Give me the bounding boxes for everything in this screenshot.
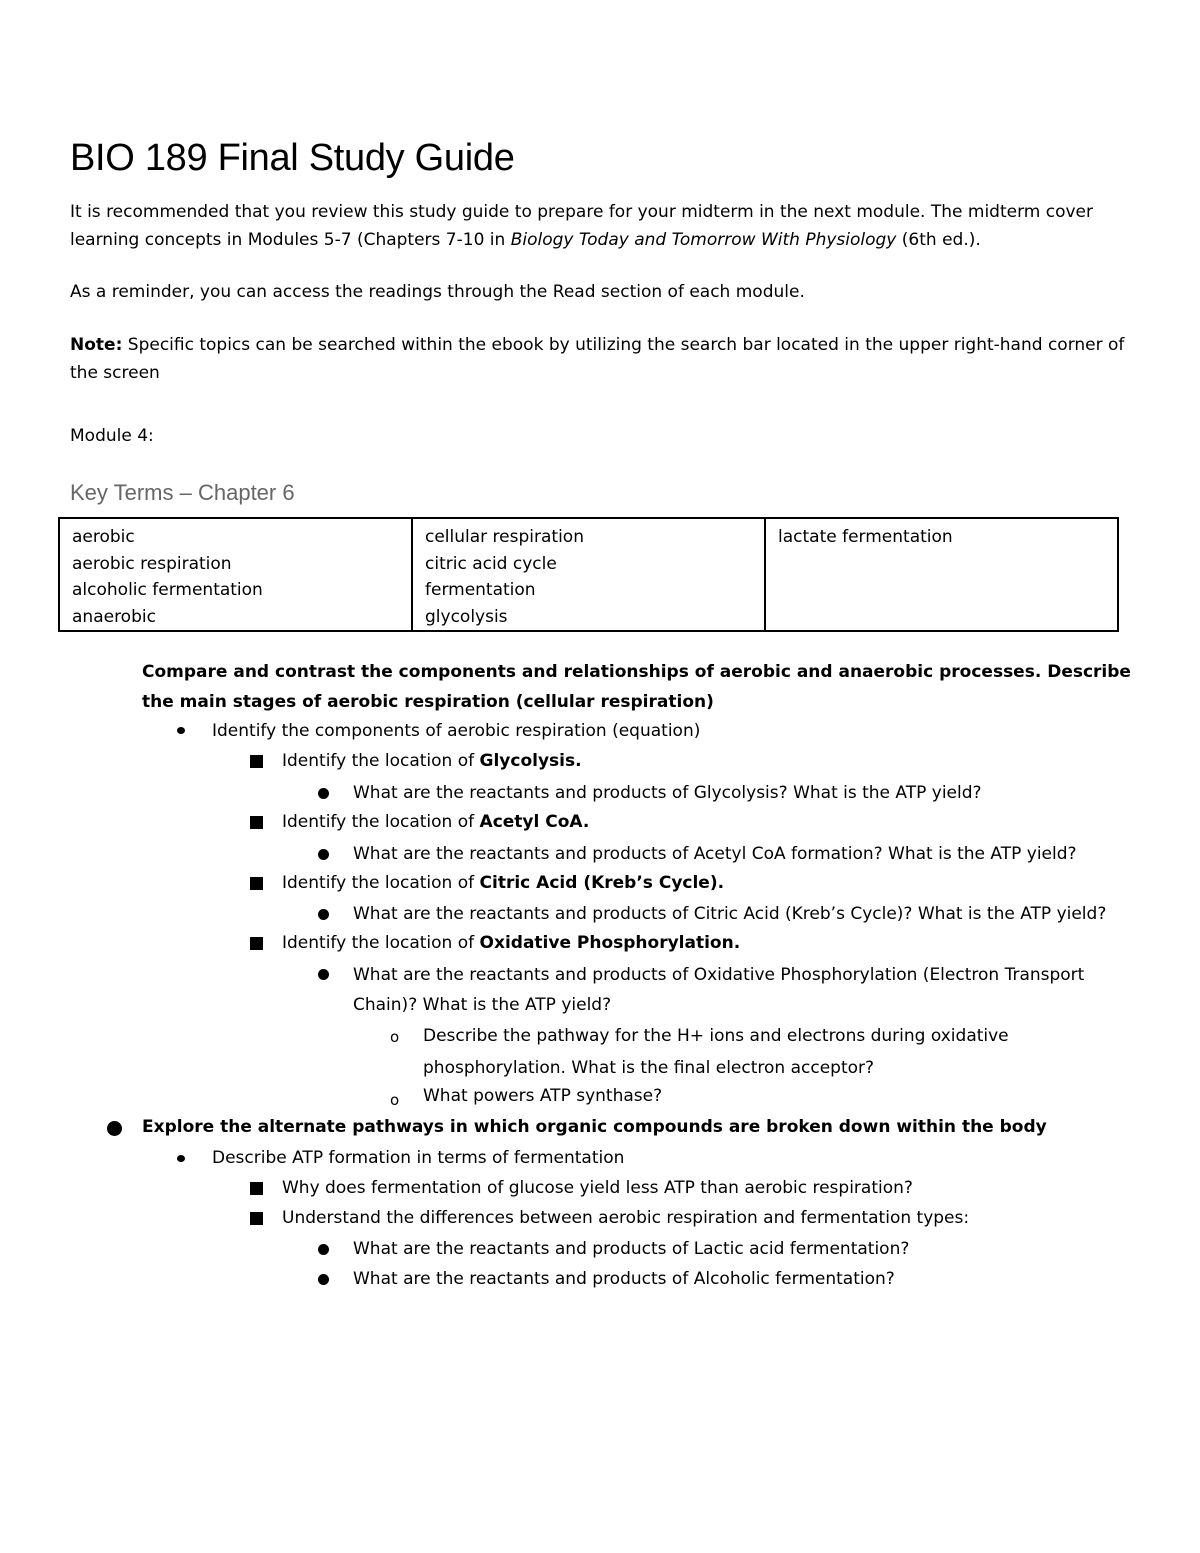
- question-lactic-fermentation: What are the reactants and products of Lactic acid fermentation?: [353, 1239, 910, 1259]
- term: glycolysis: [425, 606, 508, 627]
- bullet-dot-icon: [177, 727, 185, 734]
- page-title: BIO 189 Final Study Guide: [70, 137, 515, 179]
- bullet-circle-icon: o: [390, 1028, 400, 1046]
- bullet-dot-icon: [318, 909, 329, 920]
- outline-item-oxidative-phosphorylation: Identify the location of Oxidative Phosphorylation.: [282, 933, 741, 953]
- question-oxidative-phosphorylation: What are the reactants and products of Oxidative Phosphorylation (Electron Transport Chain)? What is the ATP yield?: [353, 965, 1085, 1015]
- term: anaerobic: [72, 606, 156, 627]
- outline-item-glycolysis: Identify the location of Glycolysis.: [282, 751, 582, 771]
- intro-text-2: (6th ed.).: [896, 230, 981, 250]
- outline-item-acetyl-coa: Identify the location of Acetyl CoA.: [282, 812, 590, 832]
- term: cellular respiration: [425, 527, 584, 547]
- question-alcoholic-fermentation: What are the reactants and products of Alcoholic fermentation?: [353, 1269, 895, 1289]
- intro-text-1: It is recommended that you review this study guide to prepare for your midterm in the next module. The midterm cover learning concepts in Modules 5-7 (Chapters 7-10 in: [70, 202, 1093, 250]
- bullet-circle-icon: o: [390, 1091, 400, 1109]
- bullet-dot-icon: [107, 1121, 122, 1136]
- bullet-dot-icon: [318, 1274, 329, 1285]
- bullet-square-icon: [250, 1212, 263, 1225]
- bullet-dot-icon: [318, 849, 329, 860]
- question-acetyl-coa: What are the reactants and products of Acetyl CoA formation? What is the ATP yield?: [353, 844, 1077, 864]
- objective-2: Explore the alternate pathways in which organic compounds are broken down within the body: [142, 1117, 1047, 1137]
- book-title: Biology Today and Tomorrow With Physiology: [510, 230, 897, 250]
- outline-item-citric-acid: Identify the location of Citric Acid (Kreb’s Cycle).: [282, 873, 725, 893]
- question-citric-acid: What are the reactants and products of Citric Acid (Kreb’s Cycle)? What is the ATP yield?: [353, 904, 1107, 924]
- question-atp-synthase: What powers ATP synthase?: [423, 1086, 663, 1106]
- bullet-dot-icon: [318, 969, 329, 980]
- term: alcoholic fermentation: [72, 580, 263, 600]
- question-less-atp: Why does fermentation of glucose yield less ATP than aerobic respiration?: [282, 1178, 913, 1198]
- bullet-square-icon: [250, 937, 263, 950]
- objective-1: Compare and contrast the components and relationships of aerobic and anaerobic processes. Describe the main stages of aerobic respiration (cellular respiration): [142, 662, 1131, 712]
- key-terms-table: [58, 517, 1119, 632]
- key-terms-column-1: [59, 518, 412, 631]
- key-terms-heading: Key Terms – Chapter 6: [70, 480, 295, 505]
- key-terms-column-3: [765, 518, 1118, 631]
- bullet-dot-icon: [177, 1155, 185, 1162]
- note-paragraph: [70, 331, 1130, 387]
- term: aerobic respiration: [72, 553, 232, 574]
- outline-item-atp-fermentation: Describe ATP formation in terms of fermentation: [212, 1148, 625, 1168]
- bullet-square-icon: [250, 877, 263, 890]
- term: aerobic: [72, 527, 135, 547]
- note-label: Note:: [70, 335, 123, 355]
- question-glycolysis: What are the reactants and products of Glycolysis? What is the ATP yield?: [353, 783, 982, 803]
- term: fermentation: [425, 580, 536, 600]
- outline-item-components: Identify the components of aerobic respiration (equation): [212, 721, 701, 741]
- bullet-dot-icon: [318, 788, 329, 799]
- reminder-paragraph: As a reminder, you can access the readings through the Read section of each module.: [70, 282, 805, 302]
- bullet-square-icon: [250, 816, 263, 829]
- term: citric acid cycle: [425, 553, 557, 574]
- bullet-square-icon: [250, 755, 263, 768]
- term: lactate fermentation: [778, 527, 953, 547]
- question-differences: Understand the differences between aerobic respiration and fermentation types:: [282, 1208, 970, 1228]
- module-label: Module 4:: [70, 426, 154, 446]
- bullet-square-icon: [250, 1182, 263, 1195]
- bullet-dot-icon: [318, 1244, 329, 1255]
- note-text: Specific topics can be searched within the ebook by utilizing the search bar located in the upper right-hand corner of the screen: [70, 335, 1125, 383]
- intro-paragraph: [70, 198, 1130, 254]
- question-electron-pathway: Describe the pathway for the H+ ions and electrons during oxidative phosphorylation. What is the final electron acceptor?: [423, 1026, 1009, 1078]
- key-terms-column-2: [412, 518, 765, 631]
